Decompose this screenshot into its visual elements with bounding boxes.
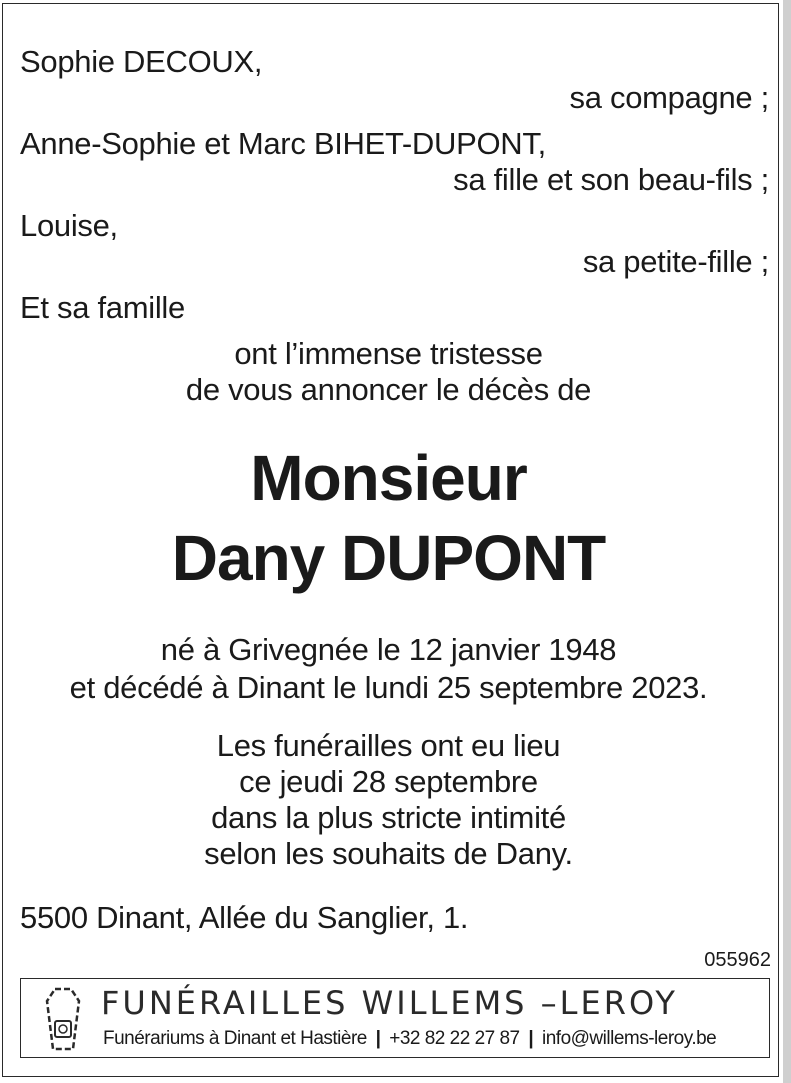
coffin-logo-icon — [43, 987, 83, 1051]
family-line-5: Louise, — [20, 208, 118, 243]
family-line-1: Sophie DECOUX, — [20, 44, 263, 79]
separator: | — [375, 1028, 381, 1049]
deceased-title: Monsieur — [250, 442, 527, 514]
birth-line: né à Grivegnée le 12 janvier 1948 — [160, 632, 617, 667]
funeral-home-brand: FUNÉRAILLES WILLEMS –LEROY — [101, 984, 678, 1022]
funeral-home-places: Funérariums à Dinant et Hastière — [103, 1028, 367, 1049]
funeral-home-banner — [20, 978, 770, 1058]
family-line-3: Anne-Sophie et Marc BIHET-DUPONT, — [20, 126, 546, 161]
family-line-7: Et sa famille — [20, 290, 185, 325]
funeral-home-contact — [103, 1027, 716, 1051]
deceased-name: Dany DUPONT — [171, 522, 606, 594]
family-line-2: sa compagne ; — [569, 80, 769, 115]
family-line-6: sa petite-fille ; — [582, 244, 769, 279]
funeral-line-2: ce jeudi 28 septembre — [239, 764, 538, 799]
address: 5500 Dinant, Allée du Sanglier, 1. — [20, 900, 469, 935]
right-edge-strip — [783, 0, 791, 1083]
death-line: et décédé à Dinant le lundi 25 septembre 2023. — [69, 670, 708, 705]
funeral-home-phone: +32 82 22 27 87 — [389, 1028, 520, 1049]
funeral-line-3: dans la plus stricte intimité — [211, 800, 566, 835]
funeral-line-1: Les funérailles ont eu lieu — [216, 728, 561, 763]
announcement-line-1: ont l’immense tristesse — [234, 336, 543, 371]
family-line-4: sa fille et son beau-fils ; — [453, 162, 769, 197]
announcement-line-2: de vous annoncer le décès de — [185, 372, 592, 407]
separator: | — [528, 1028, 534, 1049]
funeral-line-4: selon les souhaits de Dany. — [204, 836, 573, 871]
funeral-home-email: info@willems-leroy.be — [542, 1028, 717, 1049]
reference-number: 055962 — [704, 949, 771, 971]
